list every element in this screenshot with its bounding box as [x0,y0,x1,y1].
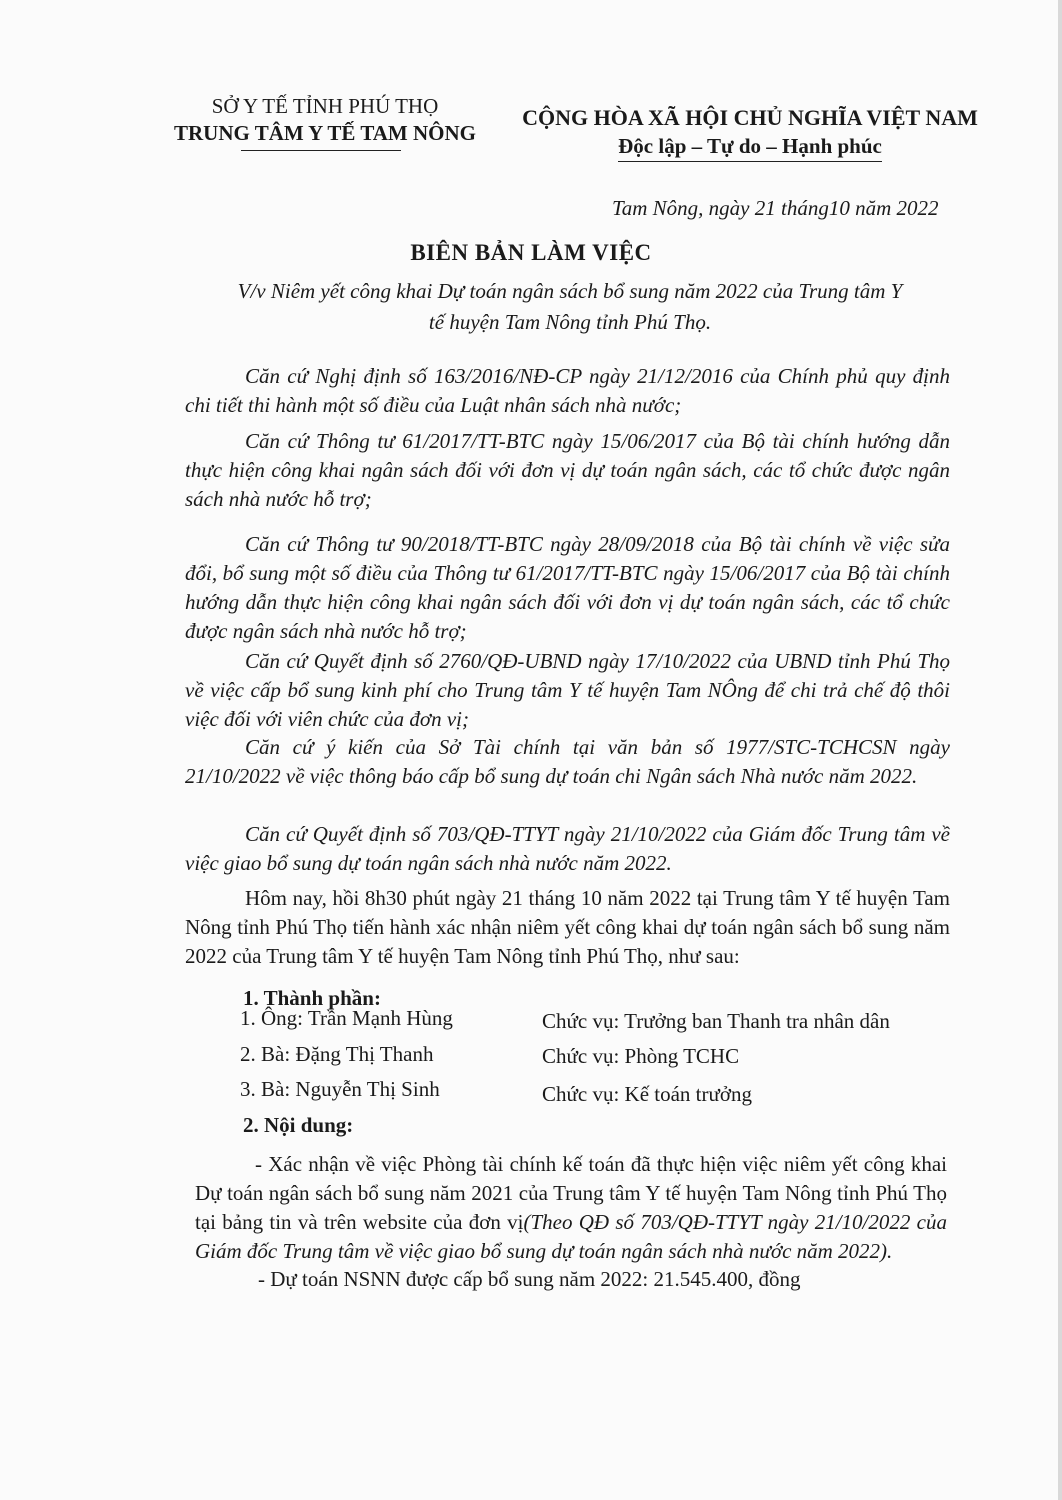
center-name: TRUNG TÂM Y TẾ TAM NÔNG [174,121,476,145]
member-3-name: 3. Bà: Nguyễn Thị Sinh [240,1077,440,1101]
legal-basis-3: Căn cứ Thông tư 90/2018/TT-BTC ngày 28/09/2018 của Bộ tài chính về việc sửa đổi, bổ sung một số điều của Thông tư 61/2017/TT-BTC ngày 15/06/2017 của Bộ tài chính hướng dẫn thực hiện công khai ngân sách đối với đơn vị dự toán ngân sách, các tổ chức được ngân sách nhà nước hỗ trợ; [185,532,950,643]
legal-basis-5: Căn cứ ý kiến của Sở Tài chính tại văn bản số 1977/STC-TCHCSN ngày 21/10/2022 về việc thông báo cấp bổ sung dự toán chi Ngân sách Nhà nước năm 2022. [185,735,950,788]
member-2-role: Chức vụ: Phòng TCHC [542,1044,740,1068]
member-3-role: Chức vụ: Kế toán trưởng [542,1082,752,1106]
member-1-role: Chức vụ: Trưởng ban Thanh tra nhân dân [542,1009,890,1033]
meeting-intro: Hôm nay, hồi 8h30 phút ngày 21 tháng 10 năm 2022 tại Trung tâm Y tế huyện Tam Nông tỉnh Phú Thọ tiến hành xác nhận niêm yết công khai dự toán ngân sách bổ sung năm 2022 của Trung tâm Y tế huyện Tam Nông tỉnh Phú Thọ, như sau: [185,886,950,968]
legal-basis-2: Căn cứ Thông tư 61/2017/TT-BTC ngày 15/06/2017 của Bộ tài chính hướng dẫn thực hiện công khai ngân sách đối với đơn vị dự toán ngân sách, các tổ chức được ngân sách nhà nước hỗ trợ; [185,429,950,511]
content-paragraph [195,1150,947,1266]
national-block [500,104,1000,162]
nation-name: CỘNG HÒA XÃ HỘI CHỦ NGHĨA VIỆT NAM [522,105,978,130]
subject-line-2: tế huyện Tam Nông tỉnh Phú Thọ. [428,310,712,334]
section-2-heading: 2. Nội dung: [243,1113,354,1137]
legal-basis-1: Căn cứ Nghị định số 163/2016/NĐ-CP ngày 21/12/2016 của Chính phủ quy định chi tiết thi hành một số điều của Luật nhân sách nhà nước; [185,364,950,417]
national-motto: Độc lập – Tự do – Hạnh phúc [618,132,882,162]
subject-line-1: V/v Niêm yết công khai Dự toán ngân sách bổ sung năm 2022 của Trung tâm Y [237,279,903,303]
member-1-name: 1. Ông: Trần Mạnh Hùng [240,1006,453,1030]
issuer-block [170,92,480,146]
scan-edge [1058,0,1062,1500]
agency-name: SỞ Y TẾ TỈNH PHÚ THỌ [211,94,439,118]
content-reference: (Theo QĐ số 703/QĐ-TTYT ngày 21/10/2022 của Giám đốc Trung tâm về việc giao bổ sung dự toán ngân sách nhà nước năm 2022). [195,1210,947,1263]
budget-line: - Dự toán NSNN được cấp bổ sung năm 2022: 21.545.400, đồng [258,1267,801,1291]
issuer-underline [241,150,401,151]
date-line: Tam Nông, ngày 21 tháng10 năm 2022 [612,196,939,220]
content-text: - Xác nhận về việc Phòng tài chính kế toán đã thực hiện việc niêm yết công khai Dự toán ngân sách bổ sung năm 2021 của Trung tâm Y tế huyện Tam Nông tỉnh Phú Thọ tại bảng tin và trên website của đơn vị [195,1152,947,1234]
section-1-heading: 1. Thành phần: [243,986,381,1010]
member-2-name: 2. Bà: Đặng Thị Thanh [240,1042,434,1066]
legal-basis-6: Căn cứ Quyết định số 703/QĐ-TTYT ngày 21/10/2022 của Giám đốc Trung tâm về việc giao bổ sung dự toán ngân sách nhà nước năm 2022. [185,822,950,875]
document-title: BIÊN BẢN LÀM VIỆC [410,240,652,265]
document-subject [180,276,960,338]
legal-basis-4: Căn cứ Quyết định số 2760/QĐ-UBND ngày 17/10/2022 của UBND tỉnh Phú Thọ về việc cấp bổ sung kinh phí cho Trung tâm Y tế huyện Tam NÔng để chi trả chế độ thôi việc đối với viên chức của đơn vị; [185,649,950,731]
